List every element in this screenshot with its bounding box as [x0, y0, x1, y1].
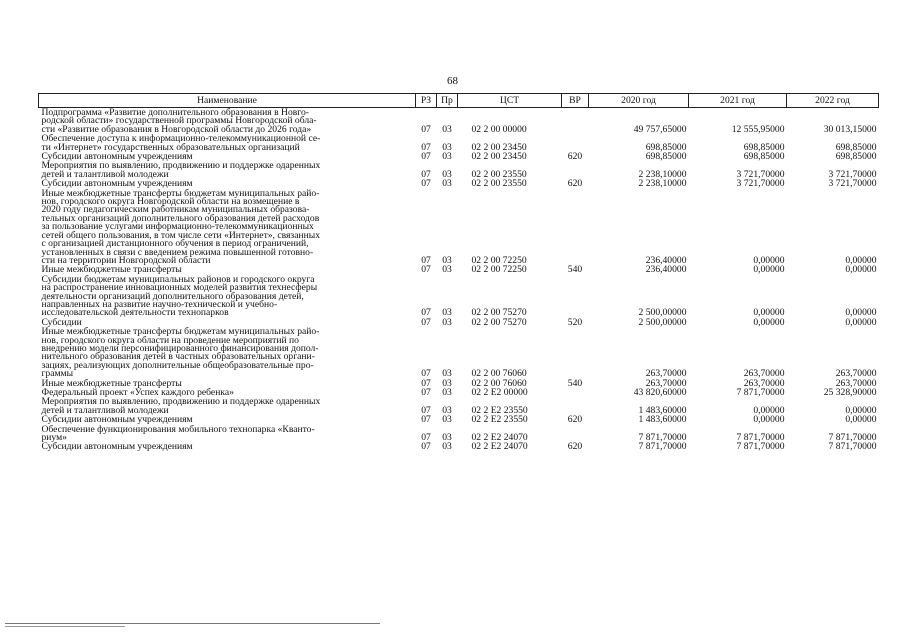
header-2022: 2022 год	[787, 94, 879, 108]
row-name: Иные межбюджетные трансферты бюджетам муниципальных райо- нов, городского округа области на проведение мероприятий по внедрению модели персонифицированного финансирования допол- нительного образования детей в частных образовательных органи- зациях, реализующих дополнительные общеобразовательные про- граммы	[41, 326, 320, 380]
row-2020: 7 871,70000	[638, 432, 687, 444]
row-rz: 07	[421, 316, 431, 328]
header-vr: ВР	[562, 94, 589, 108]
row-2022: 3 721,70000	[828, 168, 877, 180]
row-2020: 236,40000	[645, 254, 687, 266]
row-pr: 03	[442, 168, 452, 180]
row-vr: 620	[567, 151, 583, 163]
row-vr	[562, 189, 589, 266]
row-cst: 02 2 E2 23550	[471, 404, 528, 416]
row-rz: 07	[421, 441, 431, 453]
row-pr: 03	[442, 441, 452, 453]
row-pr: 03	[442, 307, 452, 319]
row-rz: 07	[421, 141, 431, 153]
row-cst: 02 2 00 00000	[471, 123, 527, 135]
row-rz: 07	[421, 254, 431, 266]
row-name: Субсидии автономным учреждениям	[41, 151, 193, 163]
row-vr	[562, 134, 589, 152]
row-vr: 620	[567, 414, 583, 426]
row-2022: 0,00000	[845, 414, 877, 426]
row-rz: 07	[421, 368, 431, 380]
row-2021: 263,70000	[743, 377, 785, 389]
row-name: Субсидии автономным учреждениям	[41, 414, 193, 426]
table-row	[39, 108, 879, 135]
row-2021: 0,00000	[753, 254, 785, 266]
row-vr: 520	[567, 316, 583, 328]
row-pr: 03	[442, 404, 452, 416]
row-2020: 2 238,10000	[638, 178, 687, 190]
row-2022: 263,70000	[835, 377, 877, 389]
row-2022: 7 871,70000	[828, 441, 877, 453]
row-2022: 0,00000	[845, 307, 877, 319]
header-name: Наименование	[39, 94, 416, 108]
row-cst: 02 2 E2 24070	[471, 441, 528, 453]
row-2022: 25 328,90000	[823, 387, 877, 398]
row-pr: 03	[442, 151, 452, 163]
row-rz: 07	[421, 168, 431, 180]
header-2020: 2020 год	[589, 94, 689, 108]
row-rz: 07	[421, 387, 431, 398]
row-2022: 3 721,70000	[828, 178, 877, 190]
row-2022: 30 013,15000	[823, 123, 877, 135]
row-2021: 7 871,70000	[736, 387, 785, 398]
row-rz: 07	[421, 178, 431, 190]
row-2022: 698,85000	[835, 141, 877, 153]
row-rz: 07	[421, 264, 431, 276]
table-row	[39, 442, 879, 451]
footer-rule-short	[5, 626, 125, 627]
row-2020: 236,40000	[645, 264, 687, 276]
row-2020: 7 871,70000	[638, 441, 687, 453]
row-2021: 698,85000	[743, 151, 785, 163]
page-number: 68	[447, 75, 458, 87]
row-cst: 02 2 00 76060	[471, 377, 527, 389]
row-name: Субсидии бюджетам муниципальных районов и городского округа на распространение инновационных моделей развития технесферы деятельности организаций дополнительного образования детей, направленных на развитие научно-технической и учебно- исследовательской деятельности технопарков	[41, 273, 318, 319]
row-rz: 07	[421, 404, 431, 416]
table-header-row	[39, 94, 879, 108]
row-2021: 263,70000	[743, 368, 785, 380]
row-2020: 1 483,60000	[638, 404, 687, 416]
row-2022: 0,00000	[845, 404, 877, 416]
row-rz: 07	[421, 151, 431, 163]
row-pr: 03	[442, 123, 452, 135]
row-name: Обеспечение функционирования мобильного технопарка «Кванто- риум»	[41, 423, 315, 444]
row-pr: 03	[442, 387, 452, 398]
row-2020: 2 500,00000	[638, 316, 687, 328]
row-rz: 07	[421, 123, 431, 135]
row-vr: 620	[567, 441, 583, 453]
table-row	[39, 425, 879, 443]
row-pr: 03	[442, 414, 452, 426]
row-2020: 2 500,00000	[638, 307, 687, 319]
table-row	[39, 397, 879, 415]
row-cst: 02 2 00 76060	[471, 368, 527, 380]
row-2022: 263,70000	[835, 368, 877, 380]
row-2021: 3 721,70000	[736, 178, 785, 190]
row-rz: 07	[421, 377, 431, 389]
budget-table	[38, 93, 879, 452]
row-cst: 02 2 00 23550	[471, 178, 527, 190]
row-cst: 02 2 E2 24070	[471, 432, 528, 444]
row-vr	[562, 327, 589, 378]
header-2021: 2021 год	[689, 94, 787, 108]
row-vr: 540	[567, 377, 583, 389]
header-pr: Пр	[437, 94, 458, 108]
row-2021: 0,00000	[753, 264, 785, 276]
row-2020: 698,85000	[645, 151, 687, 163]
row-name: Иные межбюджетные трансферты	[41, 264, 182, 276]
row-cst: 02 2 00 23550	[471, 168, 527, 180]
row-rz: 07	[421, 414, 431, 426]
row-cst: 02 2 E2 23550	[471, 414, 528, 426]
header-cst: ЦСТ	[458, 94, 562, 108]
row-name: Федеральный проект «Успех каждого ребенка»	[41, 387, 234, 398]
row-name: Мероприятия по выявлению, продвижению и поддержке одаренных детей и талантливой молодежи	[41, 160, 321, 180]
row-vr	[562, 108, 589, 135]
row-2022: 0,00000	[845, 264, 877, 276]
row-2021: 12 555,95000	[731, 123, 785, 135]
table-row	[39, 134, 879, 152]
header-rz: РЗ	[416, 94, 437, 108]
row-cst: 02 2 00 75270	[471, 307, 527, 319]
row-vr	[562, 275, 589, 318]
row-2021: 7 871,70000	[736, 432, 785, 444]
row-pr: 03	[442, 178, 452, 190]
row-2020: 263,70000	[645, 377, 687, 389]
row-vr	[562, 425, 589, 443]
row-name: Субсидии автономным учреждениям	[41, 178, 193, 190]
row-2020: 1 483,60000	[638, 414, 687, 426]
row-pr: 03	[442, 254, 452, 266]
row-2021: 0,00000	[753, 414, 785, 426]
table-row	[39, 275, 879, 318]
row-vr	[562, 161, 589, 179]
row-name: Обеспечение доступа к информационно-телекоммуникационной се- ти «Интернет» государственных образовательных организаций	[41, 133, 321, 153]
row-2020: 43 820,60000	[633, 387, 687, 398]
row-name: Субсидии автономным учреждениям	[41, 441, 193, 453]
table-row	[39, 327, 879, 378]
row-cst: 02 2 E2 00000	[471, 387, 528, 398]
row-2021: 0,00000	[753, 404, 785, 416]
footer-rule	[5, 623, 380, 624]
row-cst: 02 2 00 72250	[471, 254, 527, 266]
table-row	[39, 189, 879, 266]
row-2020: 263,70000	[645, 368, 687, 380]
row-pr: 03	[442, 432, 452, 444]
row-name: Иные межбюджетные трансферты	[41, 377, 182, 389]
row-pr: 03	[442, 368, 452, 380]
row-2022: 0,00000	[845, 254, 877, 266]
row-2022: 0,00000	[845, 316, 877, 328]
row-pr: 03	[442, 141, 452, 153]
row-2021: 0,00000	[753, 307, 785, 319]
row-cst: 02 2 00 75270	[471, 316, 527, 328]
row-2022: 7 871,70000	[828, 432, 877, 444]
row-pr: 03	[442, 377, 452, 389]
row-pr: 03	[442, 264, 452, 276]
table-row	[39, 161, 879, 179]
row-name: Мероприятия по выявлению, продвижению и поддержке одаренных детей и талантливой молодежи	[41, 396, 321, 416]
row-2021: 0,00000	[753, 316, 785, 328]
row-vr	[562, 388, 589, 397]
row-rz: 07	[421, 432, 431, 444]
row-vr	[562, 397, 589, 415]
row-pr: 03	[442, 316, 452, 328]
row-vr: 540	[567, 264, 583, 276]
row-rz: 07	[421, 307, 431, 319]
row-2021: 698,85000	[743, 141, 785, 153]
row-vr: 620	[567, 178, 583, 190]
row-name: Субсидии	[41, 316, 82, 328]
row-2021: 7 871,70000	[736, 441, 785, 453]
row-name: Подпрограмма «Развитие дополнительного образования в Новго- родской области» государственной программы Новгородской обла- сти «Развитие образования в Новгородской области до 2026 года»	[41, 107, 317, 135]
row-2022: 698,85000	[835, 151, 877, 163]
row-2020: 698,85000	[645, 141, 687, 153]
row-cst: 02 2 00 72250	[471, 264, 527, 276]
row-2020: 2 238,10000	[638, 168, 687, 180]
row-2020: 49 757,65000	[633, 123, 687, 135]
row-2021: 3 721,70000	[736, 168, 785, 180]
row-cst: 02 2 00 23450	[471, 151, 527, 163]
row-cst: 02 2 00 23450	[471, 141, 527, 153]
row-name: Иные межбюджетные трансферты бюджетам муниципальных райо- нов, городского округа Новгородской области на возмещение в 2020 году педагогическим работникам муниципальных образова- тельных организаций дополнительного образования детей расходов за пользование услугами информационно-телекоммуникационных сетей общего пользования, в том числе сети «Интернет», связанных с организацией дистанционного обучения в период ограничений, установленных в связи с введением режима повышенной готовно- сти на территории Новгородской области	[41, 187, 320, 266]
